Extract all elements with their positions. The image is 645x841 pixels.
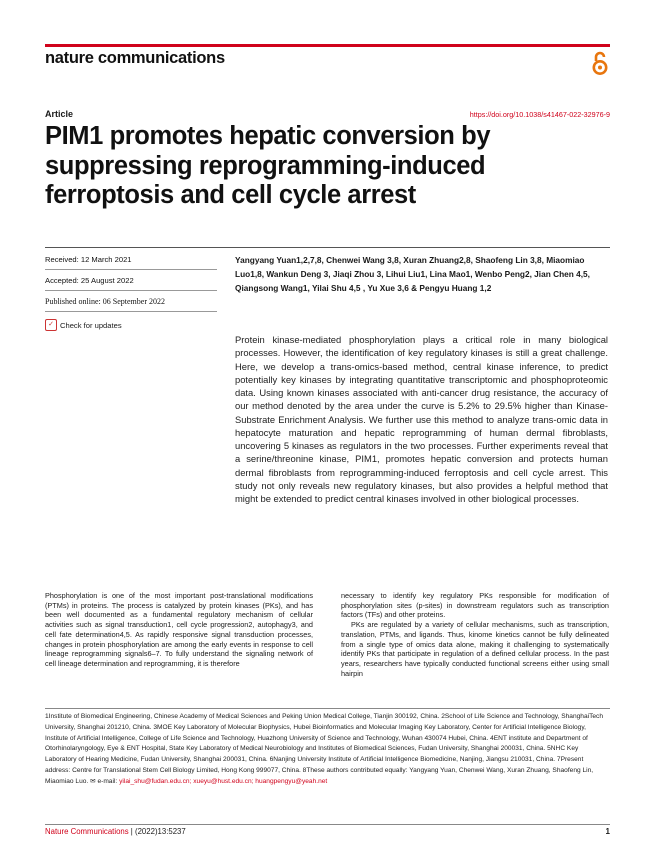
email-links[interactable]: yilai_shu@fudan.edu.cn; xueyu@hust.edu.cn; huangpengyu@yeah.net xyxy=(119,777,328,785)
accepted-date: Accepted: 25 August 2022 xyxy=(45,276,134,285)
open-access-icon[interactable] xyxy=(590,50,610,76)
check-updates-link[interactable] xyxy=(45,319,122,331)
check-updates-label: Check for updates xyxy=(60,320,122,330)
received-date: Received: 12 March 2021 xyxy=(45,255,132,264)
footer-citation xyxy=(45,827,186,836)
author-list[interactable]: Yangyang Yuan1,2,7,8, Chenwei Wang 3,8, Xuran Zhuang2,8, Shaofeng Lin 3,8, Miaomiao Luo1,8, Wankun Deng 3, Jiaqi Zhou 3, Lihui Liu1, Lina Mao1, Wenbo Peng2, Jian Chen 4,5, Qiangsong Wang1, Yilai Shu 4,5 , Yu Xue 3,6 & Pengyu Huang 1,2 xyxy=(235,255,590,293)
check-updates-icon: ✓ xyxy=(45,319,57,331)
body-column-left xyxy=(45,591,313,669)
footnote-divider xyxy=(45,708,610,709)
meta-divider xyxy=(45,290,217,291)
body-paragraph: necessary to identify key regulatory PKs responsible for modification of phosphorylation sites (p-sites) in downstream regulators such as transcription factors (TFs) and other proteins. xyxy=(341,591,609,620)
body-paragraph: PKs are regulated by a variety of cellular mechanisms, such as transcription, translation, PTMs, and ligands. Thus, kinome kinetics cannot be fully delineated from a single type of omics data alone, making it challenging to systematically identify PKs that participate in regulation of a defined cellular process. In the past years, researchers have typically conducted functional screens either using small hairpin xyxy=(341,620,609,678)
doi-link[interactable]: https://doi.org/10.1038/s41467-022-32976-9 xyxy=(469,110,610,119)
body-paragraph: Phosphorylation is one of the most important post-translational modifications (PTMs) in proteins. The process is catalyzed by protein kinases (PKs), and has been well documented as a fundamental regulatory mechanism of cellular activities such as signal transduction1, cell cycle progression2, autophagy3, and cell fate determination4,5. As rapidly responsive signal transduction processes, changes in protein phosphorylation are among the early events in response to cell lineage reprogramming signals6–7. To fully understand the signaling network of cell lineage determination and reprogramming, it is therefore xyxy=(45,591,313,668)
article-type: Article xyxy=(45,109,74,119)
title-divider xyxy=(45,247,610,248)
meta-divider xyxy=(45,269,217,270)
article-title: PIM1 promotes hepatic conversion by suppressing reprogramming-induced ferroptosis and cell cycle arrest xyxy=(45,122,491,209)
published-date: Published online: 06 September 2022 xyxy=(45,297,165,306)
page-number: 1 xyxy=(605,827,610,836)
affiliations-text: 1Institute of Biomedical Engineering, Chinese Academy of Medical Sciences and Peking Union Medical College, Tianjin 300192, China. 2School of Life Science and Technology, ShanghaiTech University, Shanghai 201210, China. 3MOE Key Laboratory of Molecular Biophysics, Hubei Bioinformatics and Molecular Imaging Key Laboratory, Center for Artificial Intelligence Biology, Institute of Artificial Intelligence, College of Life Science and Technology, Huazhong University of Science and Technology, Wuhan 430074 Hubei, China. 4ENT institute and Department of Otorhinolaryngology, Eye & ENT Hospital, State Key Laboratory of Medical Neurobiology and Institutes of Biomedical Sciences, Fudan University, Shanghai 200031, China. 5NHC Key Laboratory of Hearing Medicine, Fudan University, Shanghai 200031, China. 6Nanjing University Institute of Artificial Intelligence Biomedicine, Nanjing, Jiangsu 210031, China. 7Present address: Centre for Translational Stem Cell Biology Limited, Hong Kong 999077, China. 8These authors contributed equally: Yangyang Yuan, Chenwei Wang, Xuran Zhuang, Shaofeng Lin, Miaomiao Luo. xyxy=(45,713,604,785)
footer-journal-link[interactable]: Nature Communications xyxy=(45,827,129,836)
affiliations-footnote xyxy=(45,712,610,788)
meta-divider xyxy=(45,311,217,312)
header-accent-bar xyxy=(45,44,610,47)
email-label: ✉ e-mail: xyxy=(90,777,118,785)
abstract: Protein kinase-mediated phosphorylation plays a critical role in many biological processes. However, the identification of key regulatory kinases is still a great challenge. Here, we develop a trans-omics-based method, central kinase inference, to predict potentially key kinases by integrating quantitative transcriptomic and phosphoproteomic data. Using known kinases associated with anti-cancer drug resistance, the accuracy of our method denoted by the area under the curve is 5.2% to 29.5% higher than Kinase-Substrate Enrichment Analysis. We further use this method to analyze trans-omic data in hepatocyte maturation and hepatic reprogramming of human dermal fibroblasts, uncovering 5 kinases as regulators in the two processes. Further experiments reveal that a serine/threonine kinase, PIM1, promotes hepatic conversion and protects human dermal fibroblasts from reprogramming-induced ferroptosis and cell cycle arrest. This study not only reveals new regulatory kinases, but also provides a helpful method that might be extended to predict central kinases involved in other biological processes. xyxy=(235,334,608,504)
footer-volume: | (2022)13:5237 xyxy=(128,827,186,836)
body-column-right xyxy=(341,591,609,678)
journal-name[interactable]: nature communications xyxy=(45,49,225,67)
footer-divider xyxy=(45,824,610,825)
